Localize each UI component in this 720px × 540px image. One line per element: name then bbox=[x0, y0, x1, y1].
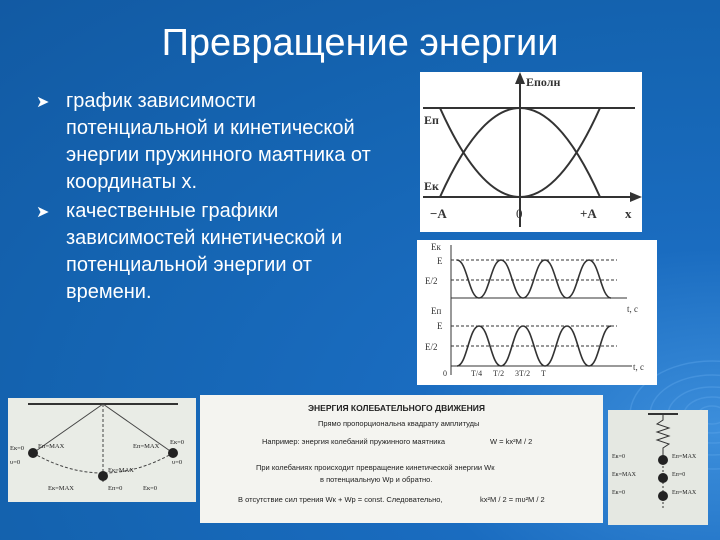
spring-label: Eп=MAX bbox=[672, 454, 697, 460]
tick-label: T bbox=[541, 369, 546, 378]
spring-label: Eк=MAX bbox=[612, 472, 636, 478]
time-axis-label-bottom: t, c bbox=[633, 362, 644, 372]
e-half-label: E/2 bbox=[425, 276, 438, 286]
tick-label: T/2 bbox=[493, 369, 505, 378]
pendulum-label: υ=0 bbox=[10, 459, 21, 466]
pendulum-label: Eк=MAX bbox=[48, 485, 74, 492]
e-label-2: E bbox=[437, 321, 443, 331]
panel-formula: W = kx²M / 2 bbox=[490, 437, 533, 446]
bullet-item bbox=[36, 198, 376, 306]
pendulum-label: Eк=MAX bbox=[108, 467, 134, 474]
panel-heading: ЭНЕРГИЯ КОЛЕБАТЕЛЬНОГО ДВИЖЕНИЯ bbox=[308, 403, 486, 413]
panel-line: При колебаниях происходит превращение кинетической энергии Wк bbox=[256, 463, 495, 472]
panel-line: в потенциальную Wp и обратно. bbox=[320, 475, 433, 484]
y-axis-arrow-icon bbox=[515, 72, 525, 84]
panel-line: Прямо пропорциональна квадрату амплитуды bbox=[318, 419, 480, 428]
energy-vs-x-graph bbox=[420, 72, 642, 232]
bullet-text: качественные графики зависимостей кинетической и потенциальной энергии от времени. bbox=[66, 200, 343, 303]
zero-label: 0 bbox=[443, 369, 447, 378]
pendulum-label: υ=0 bbox=[172, 459, 183, 466]
spring-pendulum-illustration bbox=[608, 410, 708, 525]
spring-label: Eп=MAX bbox=[672, 490, 697, 496]
energy-vs-time-graph bbox=[417, 240, 657, 385]
x-axis-label: x bbox=[625, 206, 632, 221]
e-half-label-2: E/2 bbox=[425, 342, 438, 352]
panel-line: В отсутствие сил трения Wк + Wp = const. Следовательно, bbox=[238, 495, 443, 504]
e-label: E bbox=[437, 256, 443, 266]
pendulum-label: Eп=MAX bbox=[133, 443, 160, 450]
spring-label: Eк=0 bbox=[612, 454, 625, 460]
spring-label: Eк=0 bbox=[612, 490, 625, 496]
ep-axis-label: Eп bbox=[431, 306, 442, 316]
panel-line: Например: энергия колебаний пружинного маятника bbox=[262, 437, 446, 446]
pendulum-label: Eп=0 bbox=[108, 485, 123, 492]
time-axis-label-top: t, c bbox=[627, 304, 638, 314]
tick-label: 3T/2 bbox=[515, 369, 531, 378]
ep-label: Eп bbox=[424, 113, 439, 127]
slide-title: Превращение энергии bbox=[161, 22, 559, 64]
x-axis-arrow-icon bbox=[630, 192, 642, 202]
pendulum-label: Eк=0 bbox=[10, 445, 25, 452]
tick-neg-a: −A bbox=[430, 206, 447, 221]
panel-formula: kx²M / 2 = mυ²M / 2 bbox=[480, 495, 545, 504]
pendulum-label: Eп=MAX bbox=[38, 443, 65, 450]
bullet-list bbox=[36, 88, 376, 308]
y-axis-label: Eполн bbox=[526, 75, 561, 89]
pendulum-label: Eк=0 bbox=[143, 485, 158, 492]
tick-label: T/4 bbox=[471, 369, 483, 378]
arrow-bullet-icon: ➤ bbox=[36, 94, 50, 111]
energy-text-panel bbox=[200, 395, 603, 523]
ek-time-curve bbox=[457, 260, 611, 298]
ek-axis-label: Eк bbox=[431, 242, 441, 252]
pendulum-label: Eк=0 bbox=[170, 439, 185, 446]
arrow-bullet-icon: ➤ bbox=[36, 204, 50, 221]
ek-label: Eк bbox=[424, 179, 439, 193]
spring-label: Eп=0 bbox=[672, 472, 686, 478]
tick-zero: 0 bbox=[516, 206, 523, 221]
bullet-item bbox=[36, 88, 376, 196]
pendulum-illustration bbox=[8, 398, 196, 502]
tick-pos-a: +A bbox=[580, 206, 597, 221]
bullet-text: график зависимости потенциальной и кинетической энергии пружинного маятника от координаты x. bbox=[66, 90, 371, 193]
